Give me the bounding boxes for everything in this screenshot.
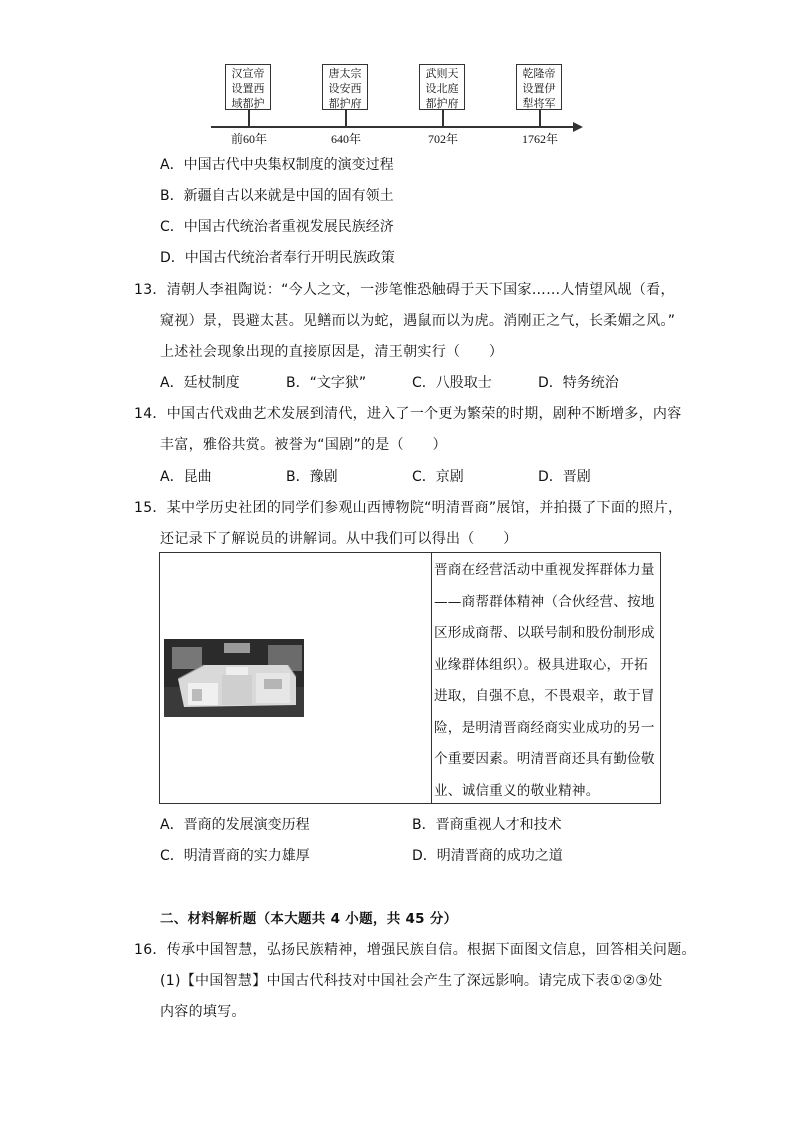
q14-stem-line: 14．中国古代戏曲艺术发展到清代，进入了一个更为繁荣的时期，剧种不断增多，内容 [134, 406, 682, 422]
q13-option-d[interactable]: D．特务统治 [538, 375, 619, 391]
section-heading: 二、材料解析题（本大题共 4 小题，共 45 分） [160, 911, 458, 927]
q12-option-b[interactable]: B．新疆自古以来就是中国的固有领土 [160, 188, 394, 204]
q14-option-b[interactable]: B．豫剧 [286, 469, 338, 485]
q12-option-a[interactable]: A．中国古代中央集权制度的演变过程 [160, 157, 394, 173]
museum-model-photo [164, 639, 304, 717]
q16-stem-line: 16．传承中国智慧，弘扬民族精神，增强民族自信。根据下面图文信息，回答相关问题。 [134, 942, 696, 958]
timeline-date: 1762年 [521, 132, 558, 146]
timeline-arrow-icon [573, 122, 583, 132]
q16-sub1-line: (1)【中国智慧】中国古代科技对中国社会产生了深远影响。请完成下表①②③处 [160, 973, 663, 989]
table-divider [431, 553, 432, 803]
q15-stem-line: 还记录下了解说员的讲解词。从中我们可以得出（ ） [160, 531, 518, 547]
q14-stem-line: 丰富，雅俗共赏。被誉为“国剧”的是（ ） [160, 437, 447, 453]
q15-option-a[interactable]: A．晋商的发展演变历程 [160, 817, 310, 833]
q13-stem-line: 窥视）景，畏避太甚。见鳝而以为蛇，遇鼠而以为虎。消刚正之气，长柔媚之风。” [160, 313, 676, 329]
q14-option-d[interactable]: D．晋剧 [538, 469, 591, 485]
timeline-event-box: 乾隆帝 设置伊 犁将军 [516, 64, 562, 110]
q16-sub1-line: 内容的填写。 [160, 1004, 246, 1020]
timeline-date: 702年 [427, 132, 458, 146]
timeline-stem [345, 110, 347, 126]
timeline-date: 640年 [330, 132, 361, 146]
q15-option-b[interactable]: B．晋商重视人才和技术 [412, 817, 562, 833]
q13-stem-line: 上述社会现象出现的直接原因是，清王朝实行（ ） [160, 344, 504, 360]
q15-option-c[interactable]: C．明清晋商的实力雄厚 [160, 848, 310, 864]
q14-option-a[interactable]: A．昆曲 [160, 469, 212, 485]
q13-option-b[interactable]: B．“文字狱” [286, 375, 367, 391]
q14-option-c[interactable]: C．京剧 [412, 469, 464, 485]
q15-stem-line: 15．某中学历史社团的同学们参观山西博物院“明清晋商”展馆，并拍摄了下面的照片， [134, 500, 683, 516]
q12-option-c[interactable]: C．中国古代统治者重视发展民族经济 [160, 219, 394, 235]
q13-option-c[interactable]: C．八股取士 [412, 375, 492, 391]
timeline-date: 前60年 [230, 132, 267, 146]
q13-option-a[interactable]: A．廷杖制度 [160, 375, 240, 391]
q15-material-text: 晋商在经营活动中重视发挥群体力量 ——商帮群体精神（合伙经营、按地 区形成商帮、以联号制和股份制形成 业缘群体组织）。极具进取心，开拓 进取，自强不息，不畏艰辛，敢于冒 险，是明清晋商经商实业成功的另一 个重要因素。明清晋商还具有勤俭敬 业、诚信重义的敬业精神。 [434, 562, 655, 799]
timeline-stem [248, 110, 250, 126]
timeline-stem [539, 110, 541, 126]
timeline-event-box: 武则天 设北庭 都护府 [419, 64, 465, 110]
timeline-diagram [211, 64, 584, 144]
timeline-stem [442, 110, 444, 126]
q13-stem-line: 13．清朝人李祖陶说：“今人之文，一涉笔惟恐触碍于天下国家……人情望风觇（看， [134, 282, 675, 298]
timeline-axis [211, 126, 575, 128]
q15-option-d[interactable]: D．明清晋商的成功之道 [412, 848, 563, 864]
q15-material-table [159, 552, 661, 804]
timeline-event-box: 汉宣帝 设置西 域都护 [225, 64, 271, 110]
timeline-event-box: 唐太宗 设安西 都护府 [322, 64, 368, 110]
q12-option-d[interactable]: D．中国古代统治者奉行开明民族政策 [160, 250, 395, 266]
